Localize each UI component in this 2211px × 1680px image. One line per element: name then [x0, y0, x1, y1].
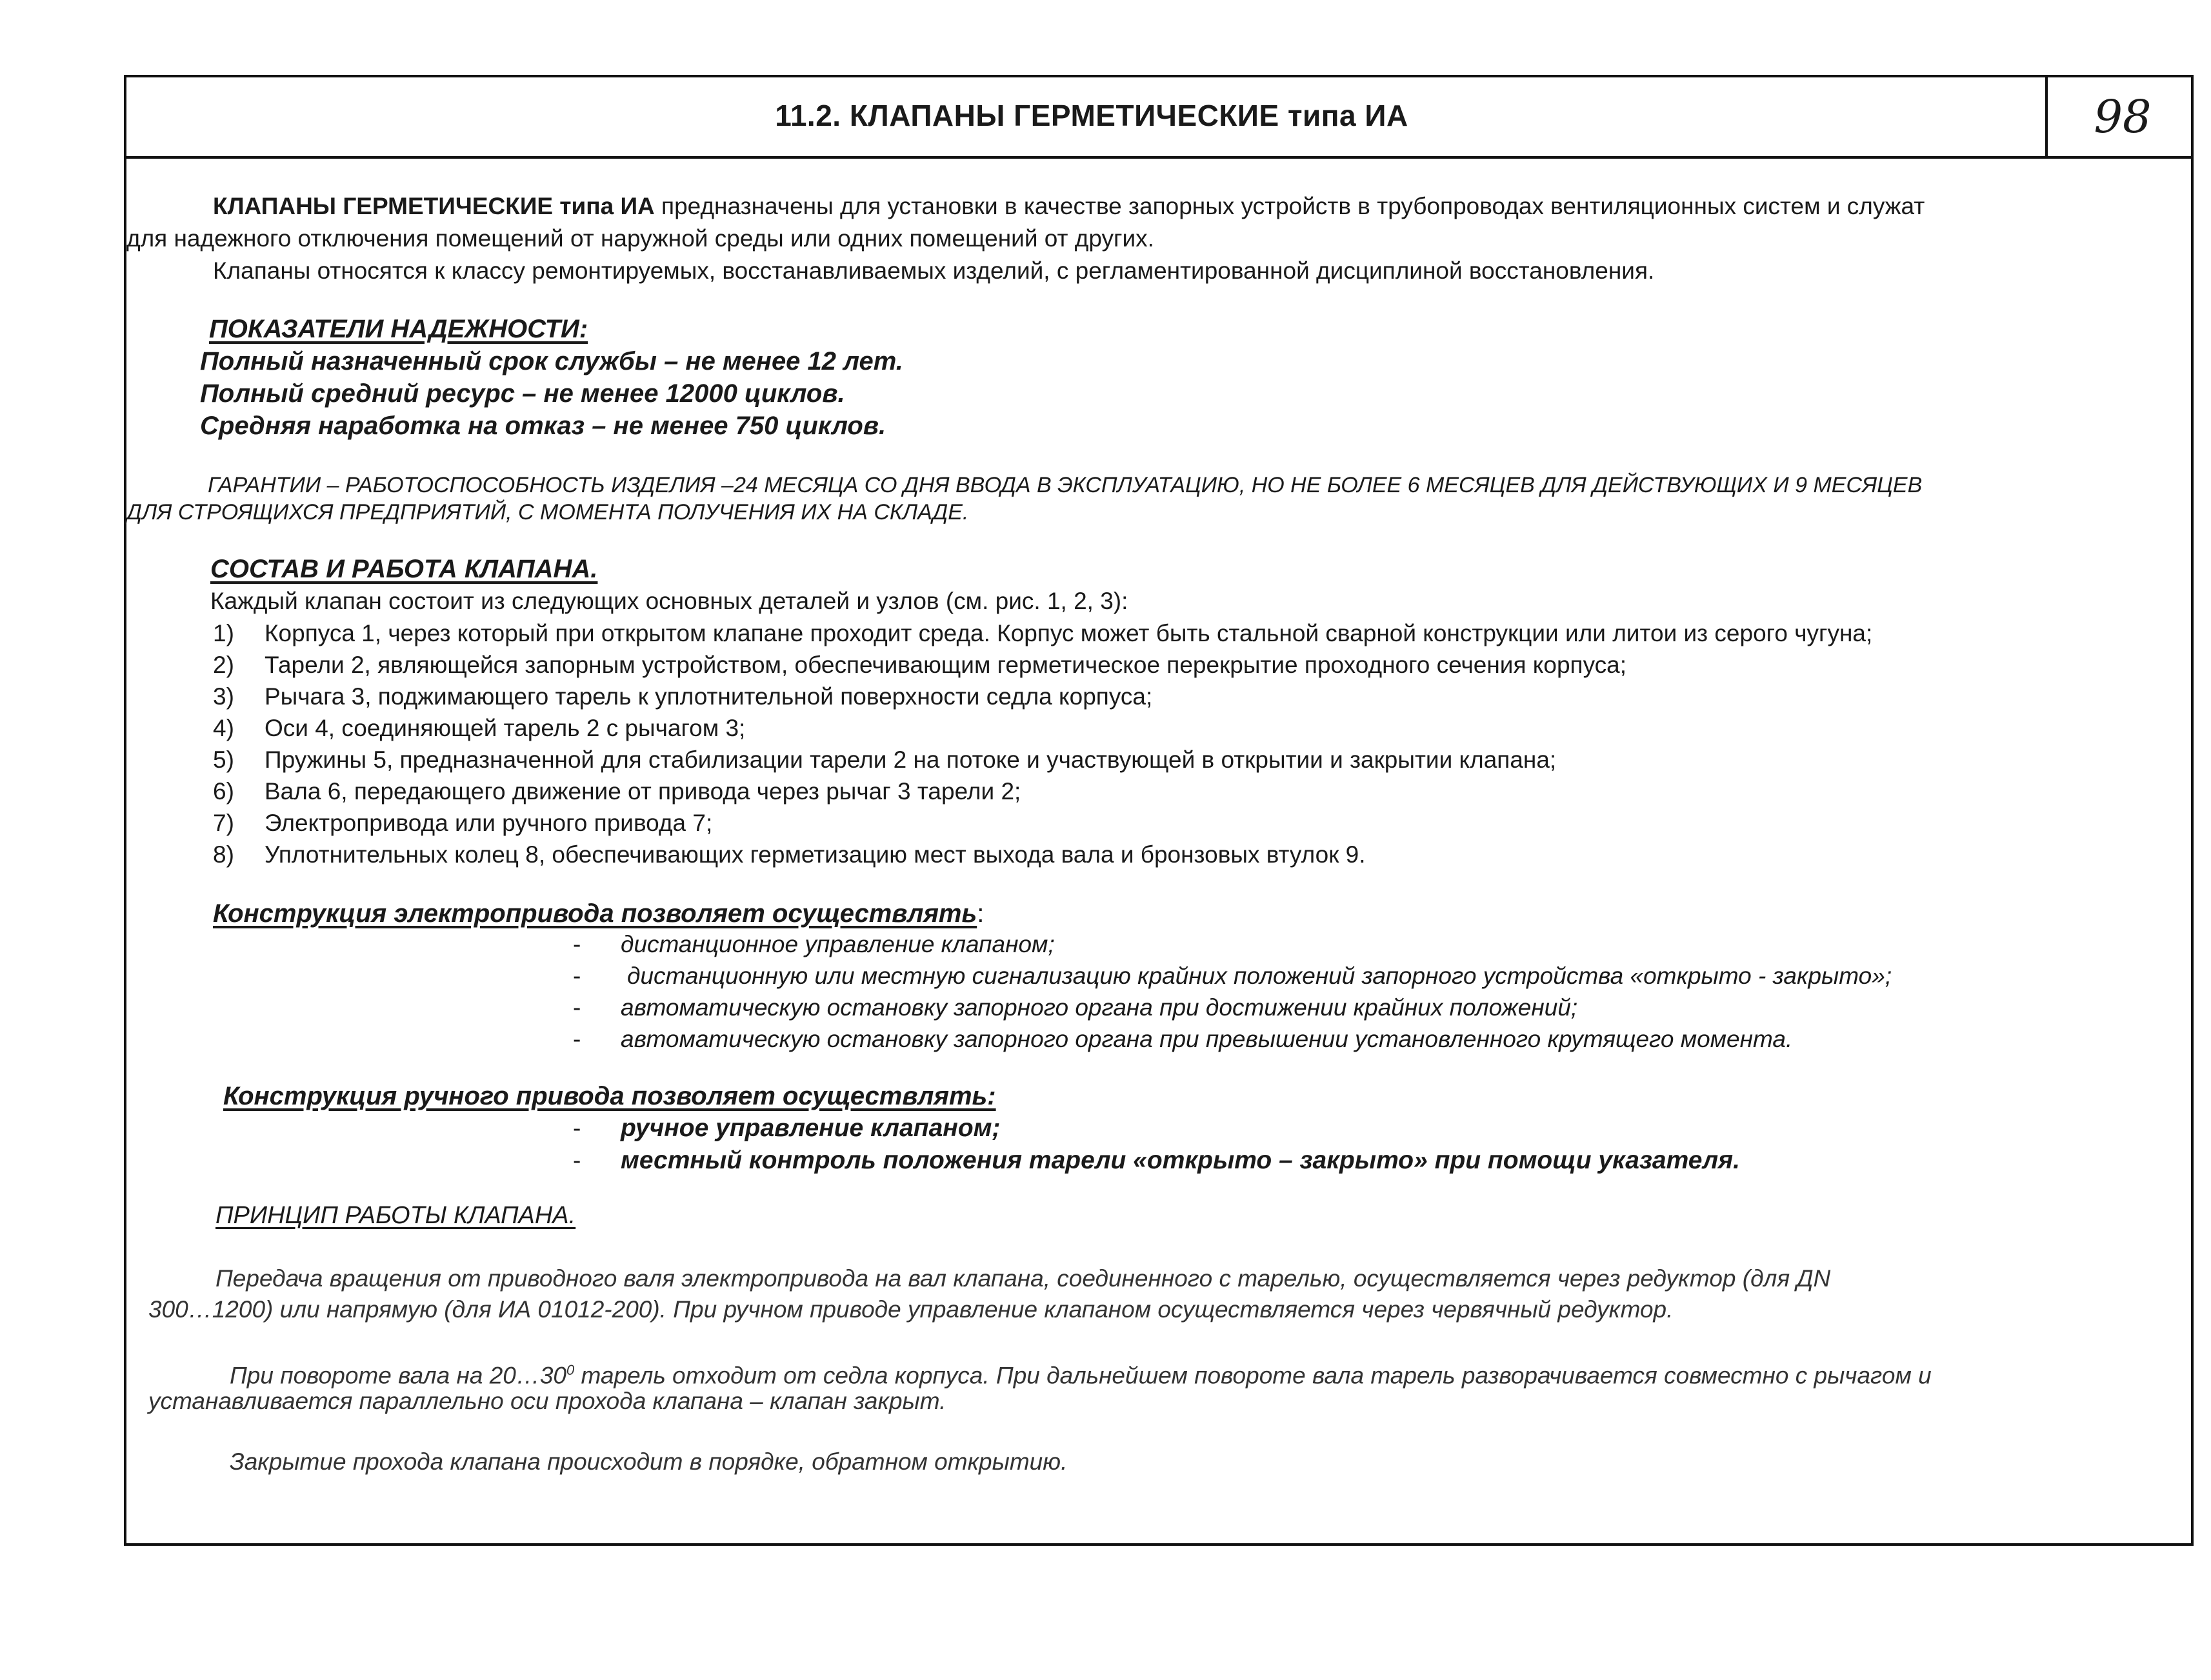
composition-item-2 [213, 650, 1626, 681]
electric-drive-heading-colon: : [977, 899, 985, 928]
electric-drive-heading-text: Конструкция электропривода позволяет осуществлять [213, 899, 977, 928]
item-number: 8) [213, 841, 234, 868]
intro-lead: КЛАПАНЫ ГЕРМЕТИЧЕСКИЕ типа ИА [213, 193, 655, 219]
item-text: Корпуса 1, через который при открытом клапане проходит среда. Корпус может быть стальной сварной конструкции или литои из серого чугуна; [265, 620, 1873, 646]
item-number: 5) [213, 746, 234, 773]
item-number: 3) [213, 683, 234, 710]
electric-drive-item-1: дистанционное управление клапаном; [621, 931, 1055, 957]
electric-drive-item-dash-4: - [573, 1026, 581, 1052]
header-divider [2045, 75, 2048, 159]
item-text: Рычага 3, поджимающего тарель к уплотнительной поверхности седла корпуса; [265, 683, 1153, 710]
composition-item-1 [213, 618, 1872, 649]
composition-item-4 [213, 713, 745, 744]
item-number: 6) [213, 778, 234, 805]
composition-item-8 [213, 839, 1366, 870]
principle-p2-text-a: При повороте вала на 20…30 [230, 1362, 567, 1389]
guarantee-line-1: ГАРАНТИИ – РАБОТОСПОСОБНОСТЬ ИЗДЕЛИЯ –24 МЕСЯЦА СО ДНЯ ВВОДА В ЭКСПЛУАТАЦИЮ, НО НЕ БОЛЕЕ 6 МЕСЯЦЕВ ДЛЯ ДЕЙСТВУЮЩИХ И 9 МЕСЯЦЕВ [208, 473, 1923, 497]
manual-drive-item-1: ручное управление клапаном; [621, 1114, 1001, 1142]
composition-item-3 [213, 681, 1152, 712]
electric-drive-item-4: автоматическую остановку запорного органа при превышении установленного крутящего момента. [621, 1026, 1793, 1052]
composition-intro: Каждый клапан состоит из следующих основных деталей и узлов (см. рис. 1, 2, 3): [210, 588, 1128, 614]
reliability-item-3: Средняя наработка на отказ – не менее 750 циклов. [200, 412, 886, 440]
item-number: 7) [213, 810, 234, 836]
item-number: 1) [213, 620, 234, 646]
manual-drive-item-dash-2: - [573, 1147, 581, 1174]
guarantee-line-2: ДЛЯ СТРОЯЩИХСЯ ПРЕДПРИЯТИЙ, С МОМЕНТА ПОЛУЧЕНИЯ ИХ НА СКЛАДЕ. [126, 500, 969, 525]
item-number: 2) [213, 652, 234, 678]
composition-item-7 [213, 808, 712, 839]
principle-p2-line-2: устанавливается параллельно оси прохода клапана – клапан закрыт. [148, 1388, 946, 1414]
intro-line-1 [213, 191, 1925, 222]
reliability-item-1: Полный назначенный срок службы – не менее 12 лет. [200, 347, 903, 375]
electric-drive-item-dash-3: - [573, 994, 581, 1021]
manual-drive-heading: Конструкция ручного привода позволяет осуществлять: [223, 1082, 996, 1110]
electric-drive-item-2: дистанционную или местную сигнализацию крайних положений запорного устройства «открыто - закрыто»; [627, 963, 1892, 989]
electric-drive-heading [213, 898, 984, 930]
item-text: Вала 6, передающего движение от привода через рычаг 3 тарели 2; [265, 778, 1021, 805]
intro-line-2: для надежного отключения помещений от наружной среды или одних помещений от других. [126, 225, 1154, 252]
page-title: 11.2. КЛАПАНЫ ГЕРМЕТИЧЕСКИЕ типа ИА [775, 99, 1408, 132]
manual-drive-item-2: местный контроль положения тарели «открыто – закрыто» при помощи указателя. [621, 1146, 1740, 1174]
electric-drive-item-3: автоматическую остановку запорного органа при достижении крайних положений; [621, 994, 1578, 1021]
header-bar [124, 75, 2194, 159]
item-number: 4) [213, 715, 234, 741]
item-text: Оси 4, соединяющей тарель 2 с рычагом 3; [265, 715, 746, 741]
reliability-item-2: Полный средний ресурс – не менее 12000 циклов. [200, 379, 845, 408]
degree-superscript: 0 [566, 1362, 575, 1378]
intro-line-3: Клапаны относятся к классу ремонтируемых, восстанавливаемых изделий, с регламентированной дисциплиной восстановления. [213, 257, 1655, 284]
item-text: Тарели 2, являющейся запорным устройством, обеспечивающим герметическое перекрытие проходного сечения корпуса; [265, 652, 1627, 678]
manual-drive-item-dash-1: - [573, 1115, 581, 1141]
intro-line-1-rest: предназначены для установки в качестве запорных устройств в трубопроводах вентиляционных систем и служат [654, 193, 1925, 219]
item-text: Электропривода или ручного привода 7; [265, 810, 713, 836]
principle-p3: Закрытие прохода клапана происходит в порядке, обратном открытию. [230, 1448, 1068, 1475]
principle-p1-line-1: Передача вращения от приводного валя электропривода на вал клапана, соединенного с тарелью, осуществляется через редуктор (для ДN [215, 1265, 1831, 1292]
composition-item-5 [213, 745, 1556, 775]
electric-drive-item-dash-1: - [573, 931, 581, 957]
composition-heading: СОСТАВ И РАБОТА КЛАПАНА. [210, 555, 598, 583]
principle-p1-line-2: 300…1200) или напрямую (для ИА 01012-200). При ручном приводе управление клапаном осуществляется через червячный редуктор. [148, 1296, 1674, 1323]
principle-heading: ПРИНЦИП РАБОТЫ КЛАПАНА. [215, 1202, 576, 1229]
item-text: Пружины 5, предназначенной для стабилизации тарели 2 на потоке и участвующей в открытии и закрытии клапана; [265, 746, 1557, 773]
page-number: 98 [2094, 90, 2152, 143]
reliability-heading: ПОКАЗАТЕЛИ НАДЕЖНОСТИ: [209, 315, 588, 343]
electric-drive-item-dash-2: - [573, 963, 581, 989]
principle-p2-text-b: тарель отходит от седла корпуса. При дальнейшем повороте вала тарель разворачивается совместно с рычагом и [574, 1362, 1932, 1389]
composition-item-6 [213, 776, 1021, 807]
item-text: Уплотнительных колец 8, обеспечивающих герметизацию мест выхода вала и бронзовых втулок 9. [265, 841, 1366, 868]
